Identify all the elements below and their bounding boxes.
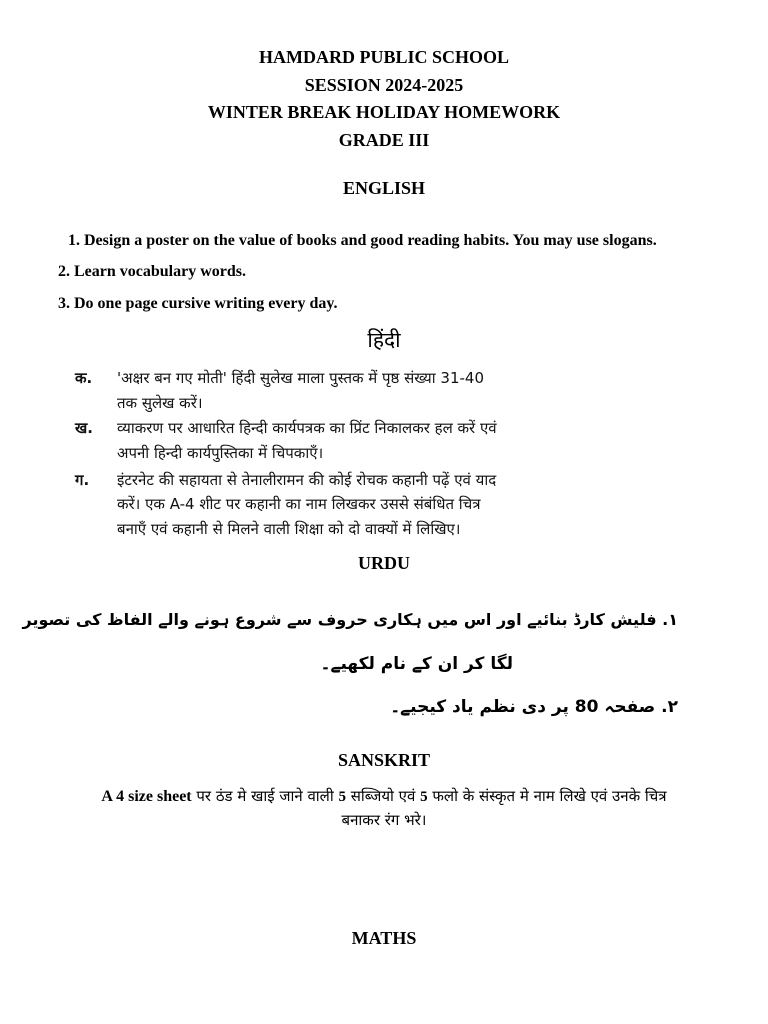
hindi-item-label-2: ख. <box>75 419 93 437</box>
english-item-1: 1. Design a poster on the value of books and good reading habits. You may use slogans. <box>68 232 657 249</box>
urdu-heading: URDU <box>358 553 410 573</box>
sheet-size-label: A 4 size sheet <box>101 788 192 805</box>
hindi-item-label-1: क. <box>75 369 93 387</box>
hindi-item-2-line-2: अपनी हिन्दी कार्यपुस्तिका में चिपकाएँ। <box>117 444 324 462</box>
sanskrit-heading: SANSKRIT <box>337 750 431 770</box>
hindi-item-3-line-3: बनाएँ एवं कहानी से मिलने वाली शिक्षा को दो वाक्यों में लिखिए। <box>117 520 461 538</box>
vegetable-count: 5 <box>338 789 347 805</box>
document-title: WINTER BREAK HOLIDAY HOMEWORK <box>207 102 561 122</box>
sanskrit-text-2: सब्जियो एवं <box>346 787 421 805</box>
urdu-line-3: ٢. صفحہ 80 پر دی نظم یاد کیجیے۔ <box>390 697 678 717</box>
hindi-heading: हिंदी <box>367 328 401 352</box>
hindi-item-3-line-1: इंटरनेट की सहायता से तेनालीरामन की कोई रोचक कहानी पढ़ें एवं याद <box>117 471 497 489</box>
english-heading: ENGLISH <box>342 178 426 198</box>
maths-heading: MATHS <box>351 928 417 948</box>
urdu-line-1: ١. فلیش کارڈ بنائیے اور اس میں ہکاری حروف سے شروع ہونے والے الفاظ کی تصویر <box>22 610 678 629</box>
sanskrit-text-1: पर ठंड मे खाई जाने वाली <box>191 787 339 805</box>
hindi-item-1-line-2: तक सुलेख करें। <box>117 394 203 412</box>
school-name: HAMDARD PUBLIC SCHOOL <box>258 47 509 67</box>
hindi-item-2-line-1: व्याकरण पर आधारित हिन्दी कार्यपत्रक का प्रिंट निकालकर हल करें एवं <box>117 419 497 437</box>
grade-label: GRADE III <box>338 130 430 150</box>
sanskrit-line-1 <box>0 786 768 806</box>
sanskrit-text-3: फलो के संस्कृत मे नाम लिखे एवं उनके चित्र <box>427 787 667 805</box>
hindi-item-1-line-1: 'अक्षर बन गए मोती' हिंदी सुलेख माला पुस्तक में पृष्ठ संख्या 31-40 <box>117 369 484 387</box>
fruit-count: 5 <box>420 789 428 805</box>
english-item-3: 3. Do one page cursive writing every day. <box>58 295 338 312</box>
english-item-2: 2. Learn vocabulary words. <box>58 263 246 280</box>
hindi-item-3-line-2: करें। एक A-4 शीट पर कहानी का नाम लिखकर उससे संबंधित चित्र <box>117 495 481 513</box>
session-label: SESSION 2024-2025 <box>304 75 464 95</box>
urdu-line-2: لگا کر ان کے نام لکھیے۔ <box>320 654 513 674</box>
sanskrit-line-2: बनाकर रंग भरे। <box>341 811 427 829</box>
hindi-item-label-3: ग. <box>75 471 90 489</box>
